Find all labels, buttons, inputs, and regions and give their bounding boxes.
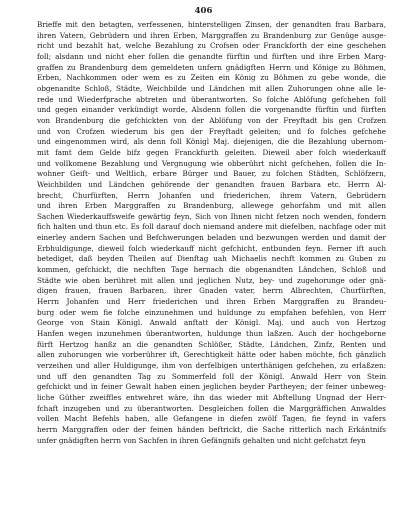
text-line: allen zuhorungen wie vorberührer ift, Gerechtigkeit hätte oder haben möchte, fich gänzlich: [37, 350, 386, 360]
body-text: [37, 20, 386, 446]
text-line: digen frauen, frauen Barbaren, ihrer Gnaden vater, herrn Albrechten, Churfürften,: [37, 286, 386, 296]
text-line: Weichbilden und Ländchen gehörende der genandten frauen Barbara etc. Herrn Al-: [37, 179, 386, 189]
text-line: George von Stain Königl. Anwald anftatt der Königl. Maj. und auch von Hertzog: [37, 318, 386, 328]
text-line: und gegen einander verkündigt worde, Alsdenn follen die vorgenandte fürftin und fürften: [37, 105, 386, 115]
text-line: vollen Macht Befehls haben, alle Gefangene in diefen zwölf Tagen, fie feynd in vafers: [37, 414, 386, 424]
text-line: fich halten und thun etc. Es foll darauf doch niemand andere mit diefelben, nachfage oder mit: [37, 222, 386, 232]
text-line: gefchickt und in feiner Gewalt haben einen jeglichen beyder Partheyen; der feiner unbeweg-: [37, 382, 386, 392]
text-line: Hanfen wegen inzunehmen überantworten, huldunge thun laßzen. Auch der hochgeborne: [37, 329, 386, 339]
text-line: mit famt dem Gelde bifz gegen Franckfurth geleiten. Dieweil aber folch wiederkauff: [37, 147, 386, 157]
text-line: obgenandte Schloß, Städte, Weichbilde und Ländchen mit allen Zuhorungen ohne alle Ie-: [37, 83, 386, 93]
text-line: kommen, gefchickt, die nechften Tage hernach die obgenandten Ländchen, Schloß und: [37, 265, 386, 275]
text-line: unfer gnädigften herrn von Sachfen in ihren Gefängnifs gehalten und nicht gefchatzt feyn: [37, 435, 366, 445]
text-line: von Brandenburg die gefchickten von der Ablöfung von der Freyftadt bis gen Crofzen: [37, 115, 386, 125]
page-number: 406: [194, 6, 213, 16]
text-line: und vollkomene Bezahlung und Vergnugung wie obberührt nicht gefchehen, follen die In-: [37, 158, 386, 168]
text-line: richt und bezahlt hat, welche Bezahlung zu Crofsen oder Franckforth der eine geschehen: [37, 41, 386, 51]
text-line: Herrn Johanfen und Herr friederichen und ihren Erben Marggraffen zu Brandeu-: [37, 297, 386, 307]
text-line: verzeihen und aller Huldigunge, ihm von derfelbigen unterthänigen gefchehen, zu erlaßzen:: [37, 361, 386, 370]
text-line: und von Crofzen wiederum bis gen der Freyftadt geleiten; und fo folches gefchehe: [37, 126, 386, 136]
text-line: und eingenommen wird, als denn foll Königl Maj. diejenigen, die die Bezahlung ubernom-: [37, 137, 386, 147]
text-line: herrn Marggraffen oder der feinen händen beftrickt, die Sache ritterlich nach Erkäntnifs: [37, 424, 386, 434]
text-line: foll; alsdann und nicht eher follen die genandte fürftin und fürften und ihre Erben Marg-: [37, 51, 386, 61]
text-line: Erbhuldigunge, dieweil folch wiederkauff nicht gefchicht, entbunden feyn. Ferner ift auch: [37, 243, 386, 253]
text-line: Brieffe mit den betagten, verfessenen, hinterstelligen Zinsen, der genandten frau Barbara,: [37, 20, 386, 29]
text-line: wohner Geift- und Weltlich, erbare Bürger und Bauer, zu folchen Städten, Schlöfzern,: [37, 169, 386, 179]
text-line: einerley andern Sachen und Befchwerungen beladen und bezwungen werden und damit der: [37, 233, 386, 243]
text-line: burg oder wem fie folche einzunehmen und huldunge zu empfahen befehlen, von Herr: [37, 307, 386, 317]
text-line: Städte wie oben berühret mit allen und jeglichen Nutz, bey- und zugehorunge oder gnä-: [37, 275, 386, 285]
text-line: brecht, Churfürften, Herrn Johanfen und friederichen, ihrem Vatern, Gebrüdern: [37, 190, 386, 200]
text-line: und uff den genandten Tag zu Sommerfeld foll der Königl. Anwald Herr von Stein: [37, 371, 386, 381]
text-line: fchaft inzugeben und zu überantworten. Desgleichen follen die Marggräffichen Anwaldes: [37, 403, 386, 413]
text-line: fürft Hertzog hanßz an die genandten Schlößer, Städte, Ländchen, Zinfz, Renten und: [37, 339, 386, 349]
text-line: Sachen Wiederkauffsweife gewärtig feyn, Sich von Ihnen nicht fetzen noch wenden, fondern: [37, 211, 386, 221]
text-line: liche Güther zweiffles entwehret wäre, ihn das wieder mit Abftellung Ungnad der Herr-: [37, 392, 386, 402]
text-line: ihren Vatern, Gebrüdern und ihren Erben, Marggraffen zu Brandenburg zur Genüge ausge-: [37, 30, 386, 40]
text-line: und ihren Erben Marggraffen zu Brandenburg, allewege gehorfahm und mit allen: [37, 201, 386, 211]
text-line: graffen zu Brandenburg dem gemeldeten unfern gnädigften Herrn und Könige zu Böhmen,: [37, 62, 386, 72]
text-line: rede und Wiederfprache abtreten und überantworten. So folche Ablöfung gefchehen foll: [37, 94, 386, 104]
text-line: Erben, Nachkommen oder wem es zu Zeiten ein König zu Böhmen zu gebe wonde, die: [37, 73, 386, 83]
text-line: betediget, daß beyden Theilen auf Dienftag uah Michaelis nechft kommen zu Guben zu: [37, 254, 386, 264]
